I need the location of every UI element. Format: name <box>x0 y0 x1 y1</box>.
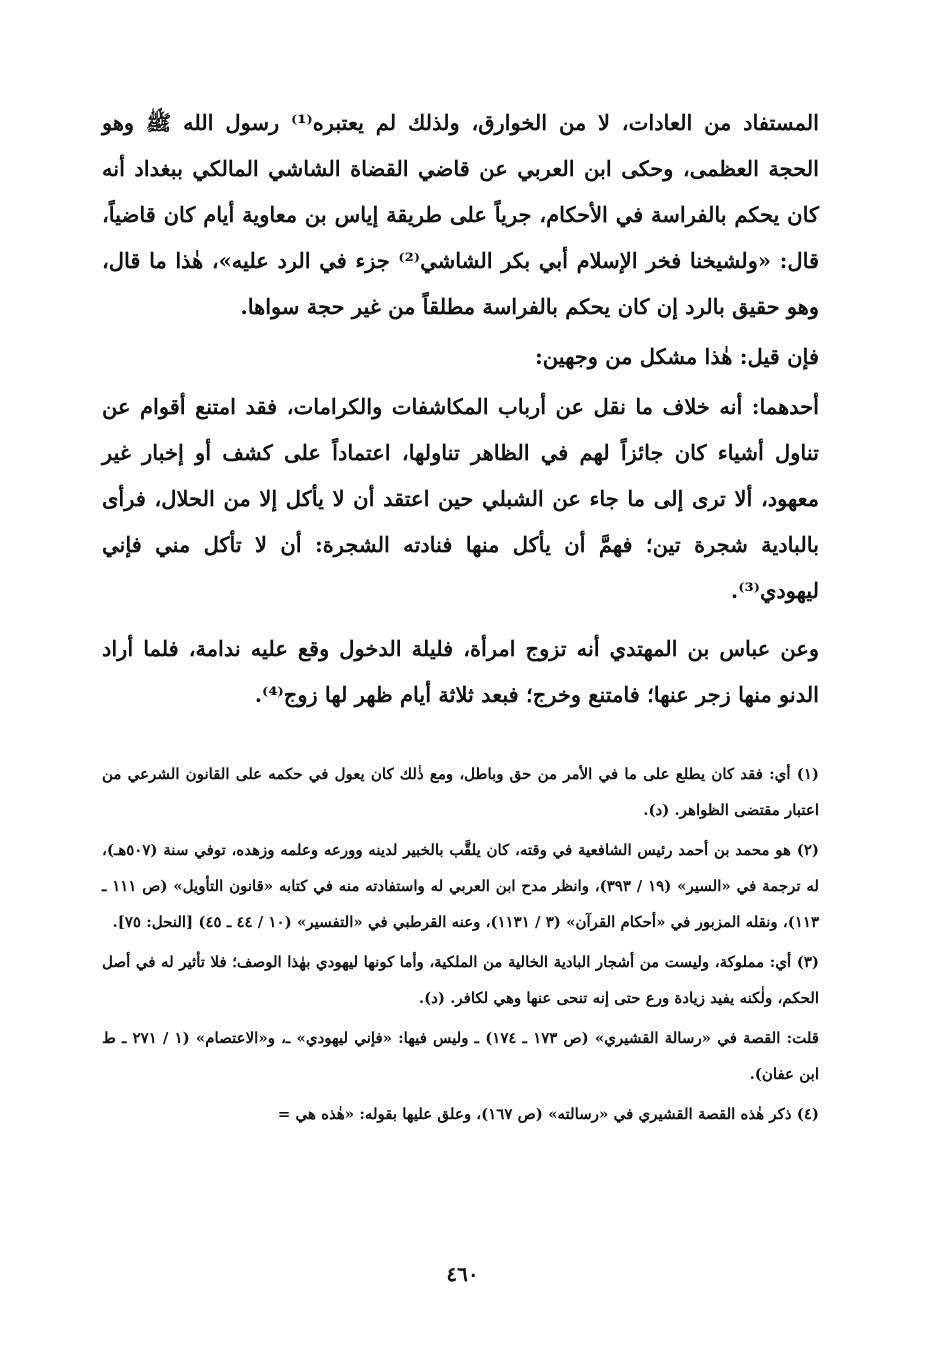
point-one-text: أنه خلاف ما نقل عن أرباب المكاشفات والكرامات، فقد امتنع أقوام عن تناول أشياء كان جائزاً لهم في الظاهر تناولها، اعتماداً على كشف أو إخبار غير معهود، ألا ترى إلى ما جاء عن الشبلي حين اعتقد أن لا يأكل إلا من الحلال، فرأى بالبادية شجرة تين؛ فهمَّ أن يأكل منها فنادته الشجرة: أن لا تأكل مني فإني ليهودي⁽³⁾. <box>102 394 819 603</box>
footnote-4: (٤) ذكر هٰذه القصة القشيري في «رسالته» (ص ١٦٧)، وعلق عليها بقوله: «هٰذه هي = <box>277 1105 819 1123</box>
footnote-3-note: قلت: القصة في «رسالة القشيري» (ص ١٧٣ ـ ١٧٤) ـ وليس فيها: «فإني ليهودي» ـ، و«الاعتصام» (١ / ٢٧١ ـ ط ابن عفان). <box>102 1029 819 1083</box>
page-number: ٤٦٠ <box>446 1262 479 1286</box>
point-one-label: أحدهما: <box>751 394 819 419</box>
paragraph-2: فإن قيل: هٰذا مشكل من وجهين: <box>535 344 819 369</box>
footnote-3: (٣) أي: مملوكة، وليست من أشجار البادية الخالية من الملكية، وأما كونها ليهودي بهٰذا الوصف؛ فلا تأثير له في أصل الحكم، ولٰكنه يفيد زيادة ورع حتى إنه تنحى عنها وهي لكافر. (د). <box>102 953 819 1007</box>
paragraph-1: المستفاد من العادات، لا من الخوارق، ولذلك لم يعتبره⁽¹⁾ رسول الله ﷺ وهو الحجة العظمى، وحكى ابن العربي عن قاضي القضاة الشاشي المالكي ببغداد أنه كان يحكم بالفراسة في الأحكام، جرياً على طريقة إياس بن معاوية أيام كان قاضياً، قال: «ولشيخنا فخر الإسلام أبي بكر الشاشي⁽²⁾ جزء في الرد عليه»، هٰذا ما قال، وهو حقيق بالرد إن كان يحكم بالفراسة مطلقاً من غير حجة سواها. <box>102 110 820 319</box>
paragraph-4: وعن عباس بن المهتدي أنه تزوج امرأة، فليلة الدخول وقع عليه ندامة، فلما أراد الدنو منها زجر عنها؛ فامتنع وخرج؛ فبعد ثلاثة أيام ظهر لها زوج⁽⁴⁾. <box>102 636 819 707</box>
footnote-divider <box>102 742 819 743</box>
footnote-2: (٢) هو محمد بن أحمد رئيس الشافعية في وقته، كان يلقَّب بالخبير لدينه وورعه وعلمه وزهده، توفي سنة (٥٠٧هـ)، له ترجمة في «السير» (١٩ / ٣٩٣)، وانظر مدح ابن العربي له واستفادته منه في كتابه «قانون التأويل» (ص ١١١ ـ ١١٣)، ونقله المزبور في «أحكام القرآن» (٣ / ١١٣١)، وعنه القرطبي في «التفسير» (١٠ / ٤٤ ـ ٤٥) [النحل: ٧٥]. <box>102 841 819 931</box>
footnote-1: (١) أي: فقد كان يطلع على ما في الأمر من حق وباطل، ومع ذٰلك كان يعول في حكمه على القانون الشرعي من اعتبار مقتضى الظواهر. (د). <box>102 765 819 819</box>
paragraph-3 <box>102 384 819 614</box>
main-text <box>102 100 819 718</box>
footnotes <box>102 756 819 1132</box>
